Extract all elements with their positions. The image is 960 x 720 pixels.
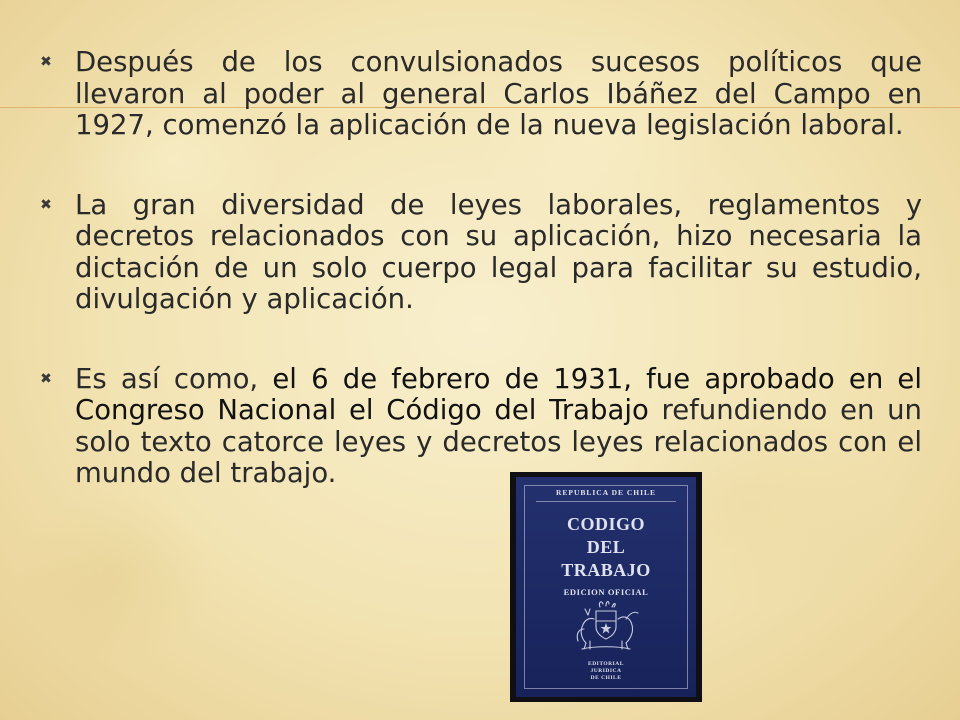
book-header: REPUBLICA DE CHILE (555, 488, 657, 497)
x-star-bullet-icon: ✖ (40, 54, 52, 70)
bullet-text-suffix: refundiendo en un solo texto catorce leyes y decretos leyes relacionados con el mundo del trabajo. (75, 394, 922, 489)
header-rule (536, 501, 676, 502)
bullet-item (40, 188, 922, 316)
book-cover-image (510, 472, 702, 702)
bullet-list (40, 46, 922, 538)
x-star-bullet-icon: ✖ (40, 370, 52, 387)
bullet-item (40, 46, 922, 142)
book-publisher-line: EDITORIAL (588, 661, 624, 667)
book-publisher-line: DE CHILE (590, 675, 622, 681)
bullet-text-emphasis: el 6 de febrero de 1931, fue aprobado en el Congreso Nacional el Código del Trabajo (75, 362, 922, 426)
bullet-item (40, 362, 922, 490)
book-cover (516, 477, 696, 697)
bullet-text: Después de los convulsionados sucesos políticos que llevaron al poder al general Carlos Ibáñez del Campo en 1927, comenzó la aplicación de la nueva legislación laboral. (75, 46, 922, 141)
coat-of-arms-icon (568, 599, 644, 653)
book-title-line: TRABAJO (561, 560, 651, 580)
bullet-text-prefix: Es así como, (75, 362, 273, 395)
bullet-text: La gran diversidad de leyes laborales, reglamentos y decretos relacionados con su aplicación, hizo necesaria la dictación de un solo cuerpo legal para facilitar su estudio, divulgación y aplicación. (75, 188, 922, 315)
x-star-bullet-icon: ✖ (40, 196, 52, 213)
book-title-line: DEL (586, 537, 626, 557)
book-edition: EDICION OFICIAL (563, 587, 649, 597)
book-title-line: CODIGO (566, 514, 645, 534)
book-publisher-line: JURIDICA (590, 668, 622, 674)
